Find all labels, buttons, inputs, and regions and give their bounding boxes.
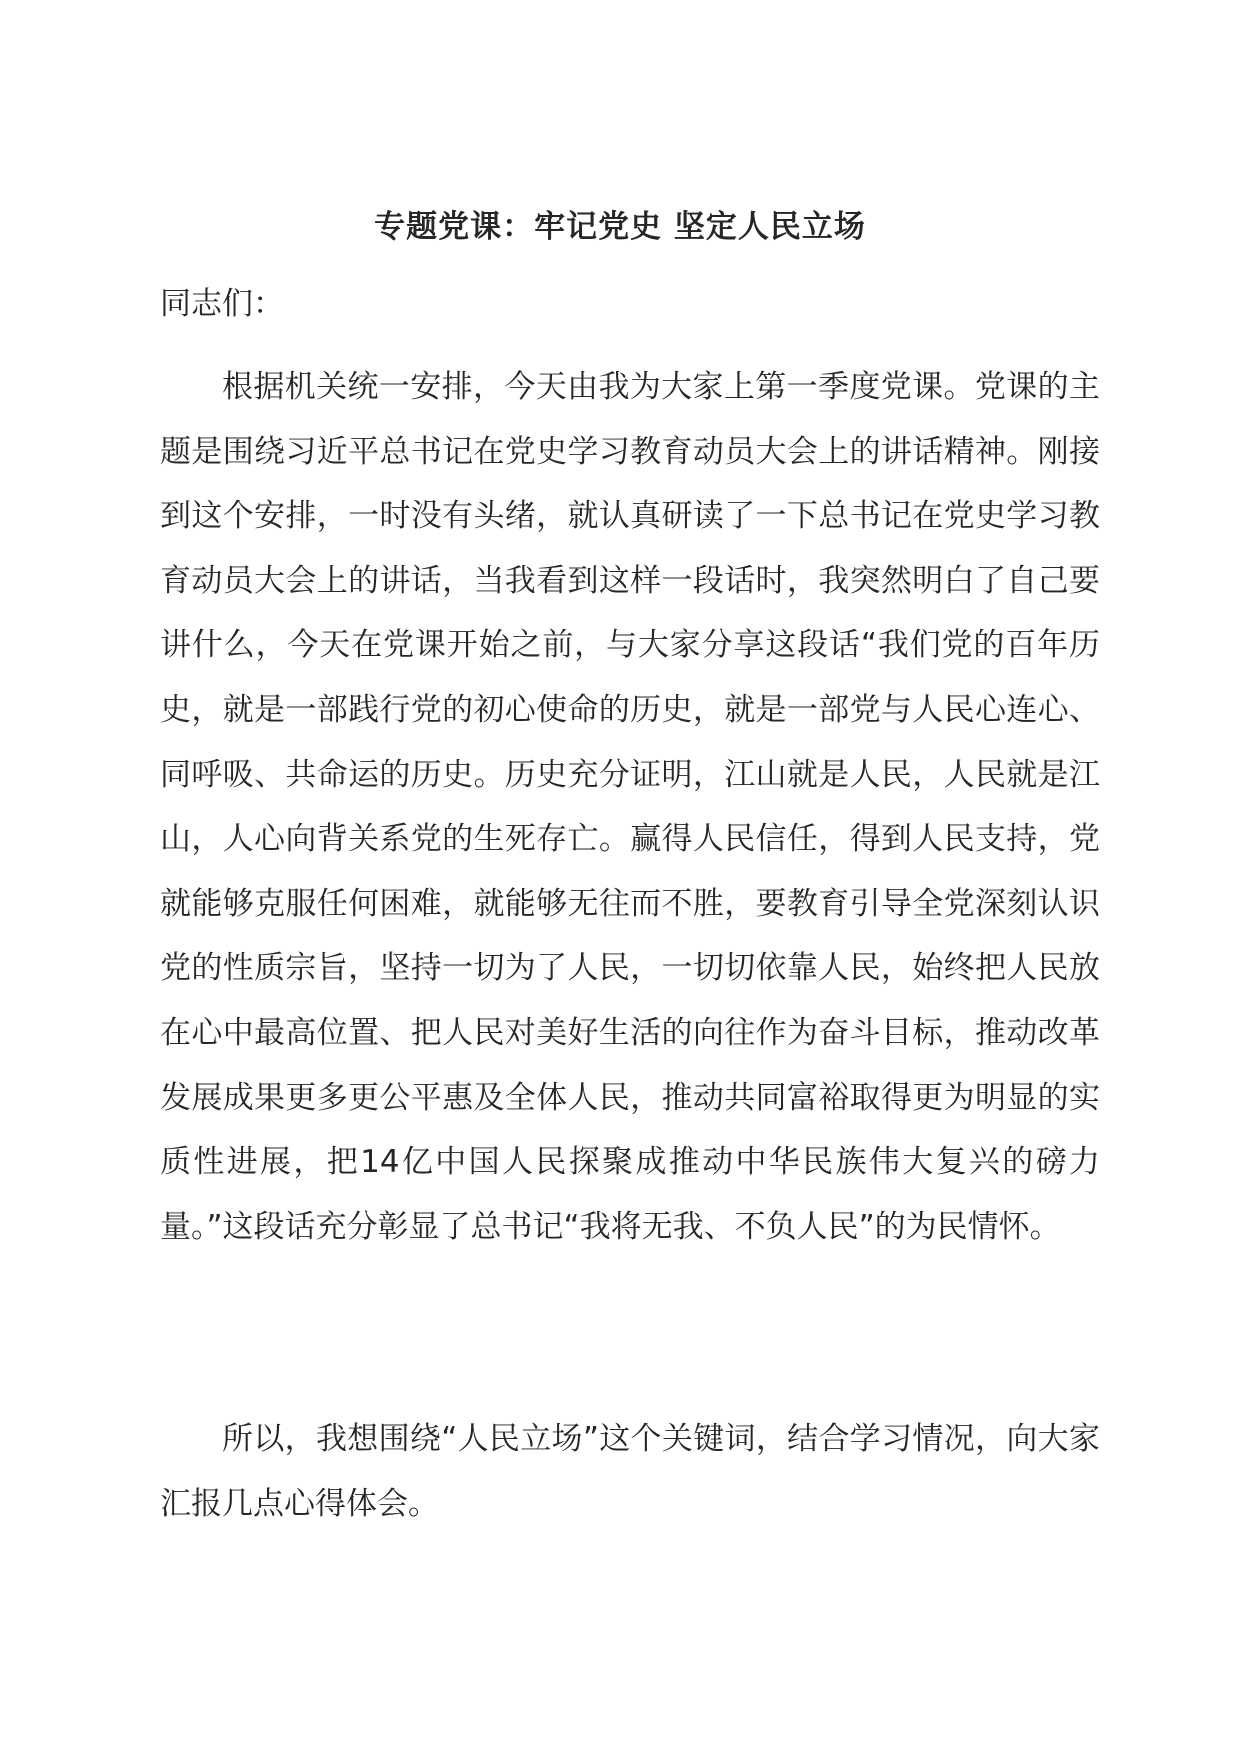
document-title: 专题党课：牢记党史 坚定人民立场 [374, 209, 866, 245]
body-paragraph-2: 所以，我想围绕“人民立场”这个关键词，结合学习情况，向大家汇报几点心得体会。 [160, 1421, 1100, 1522]
body-paragraph-1: 根据机关统一安排，今天由我为大家上第一季度党课。党课的主题是围绕习近平总书记在党史学习教育动员大会上的讲话精神。刚接到这个安排，一时没有头绪，就认真研读了一下总书记在党史学习教育动员大会上的讲话，当我看到这样一段话时，我突然明白了自己要讲什么，今天在党课开始之前，与大家分享这段话“我们党的百年历史，就是一部践行党的初心使命的历史，就是一部党与人民心连心、同呼吸、共命运的历史。历史充分证明，江山就是人民，人民就是江山，人心向背关系党的生死存亡。赢得人民信任，得到人民支持，党就能够克服任何困难，就能够无往而不胜，要教育引导全党深刻认识党的性质宗旨，坚持一切为了人民，一切切依靠人民，始终把人民放在心中最高位置、把人民对美好生活的向往作为奋斗目标，推动改革发展成果更多更公平惠及全体人民，推动共同富裕取得更为明显的实质性进展，把14亿中国人民探聚成推动中华民族伟大复兴的磅力量。”这段话充分彰显了总书记“我将无我、不负人民”的为民情怀。 [160, 369, 1100, 1245]
salutation: 同志们： [160, 286, 284, 322]
